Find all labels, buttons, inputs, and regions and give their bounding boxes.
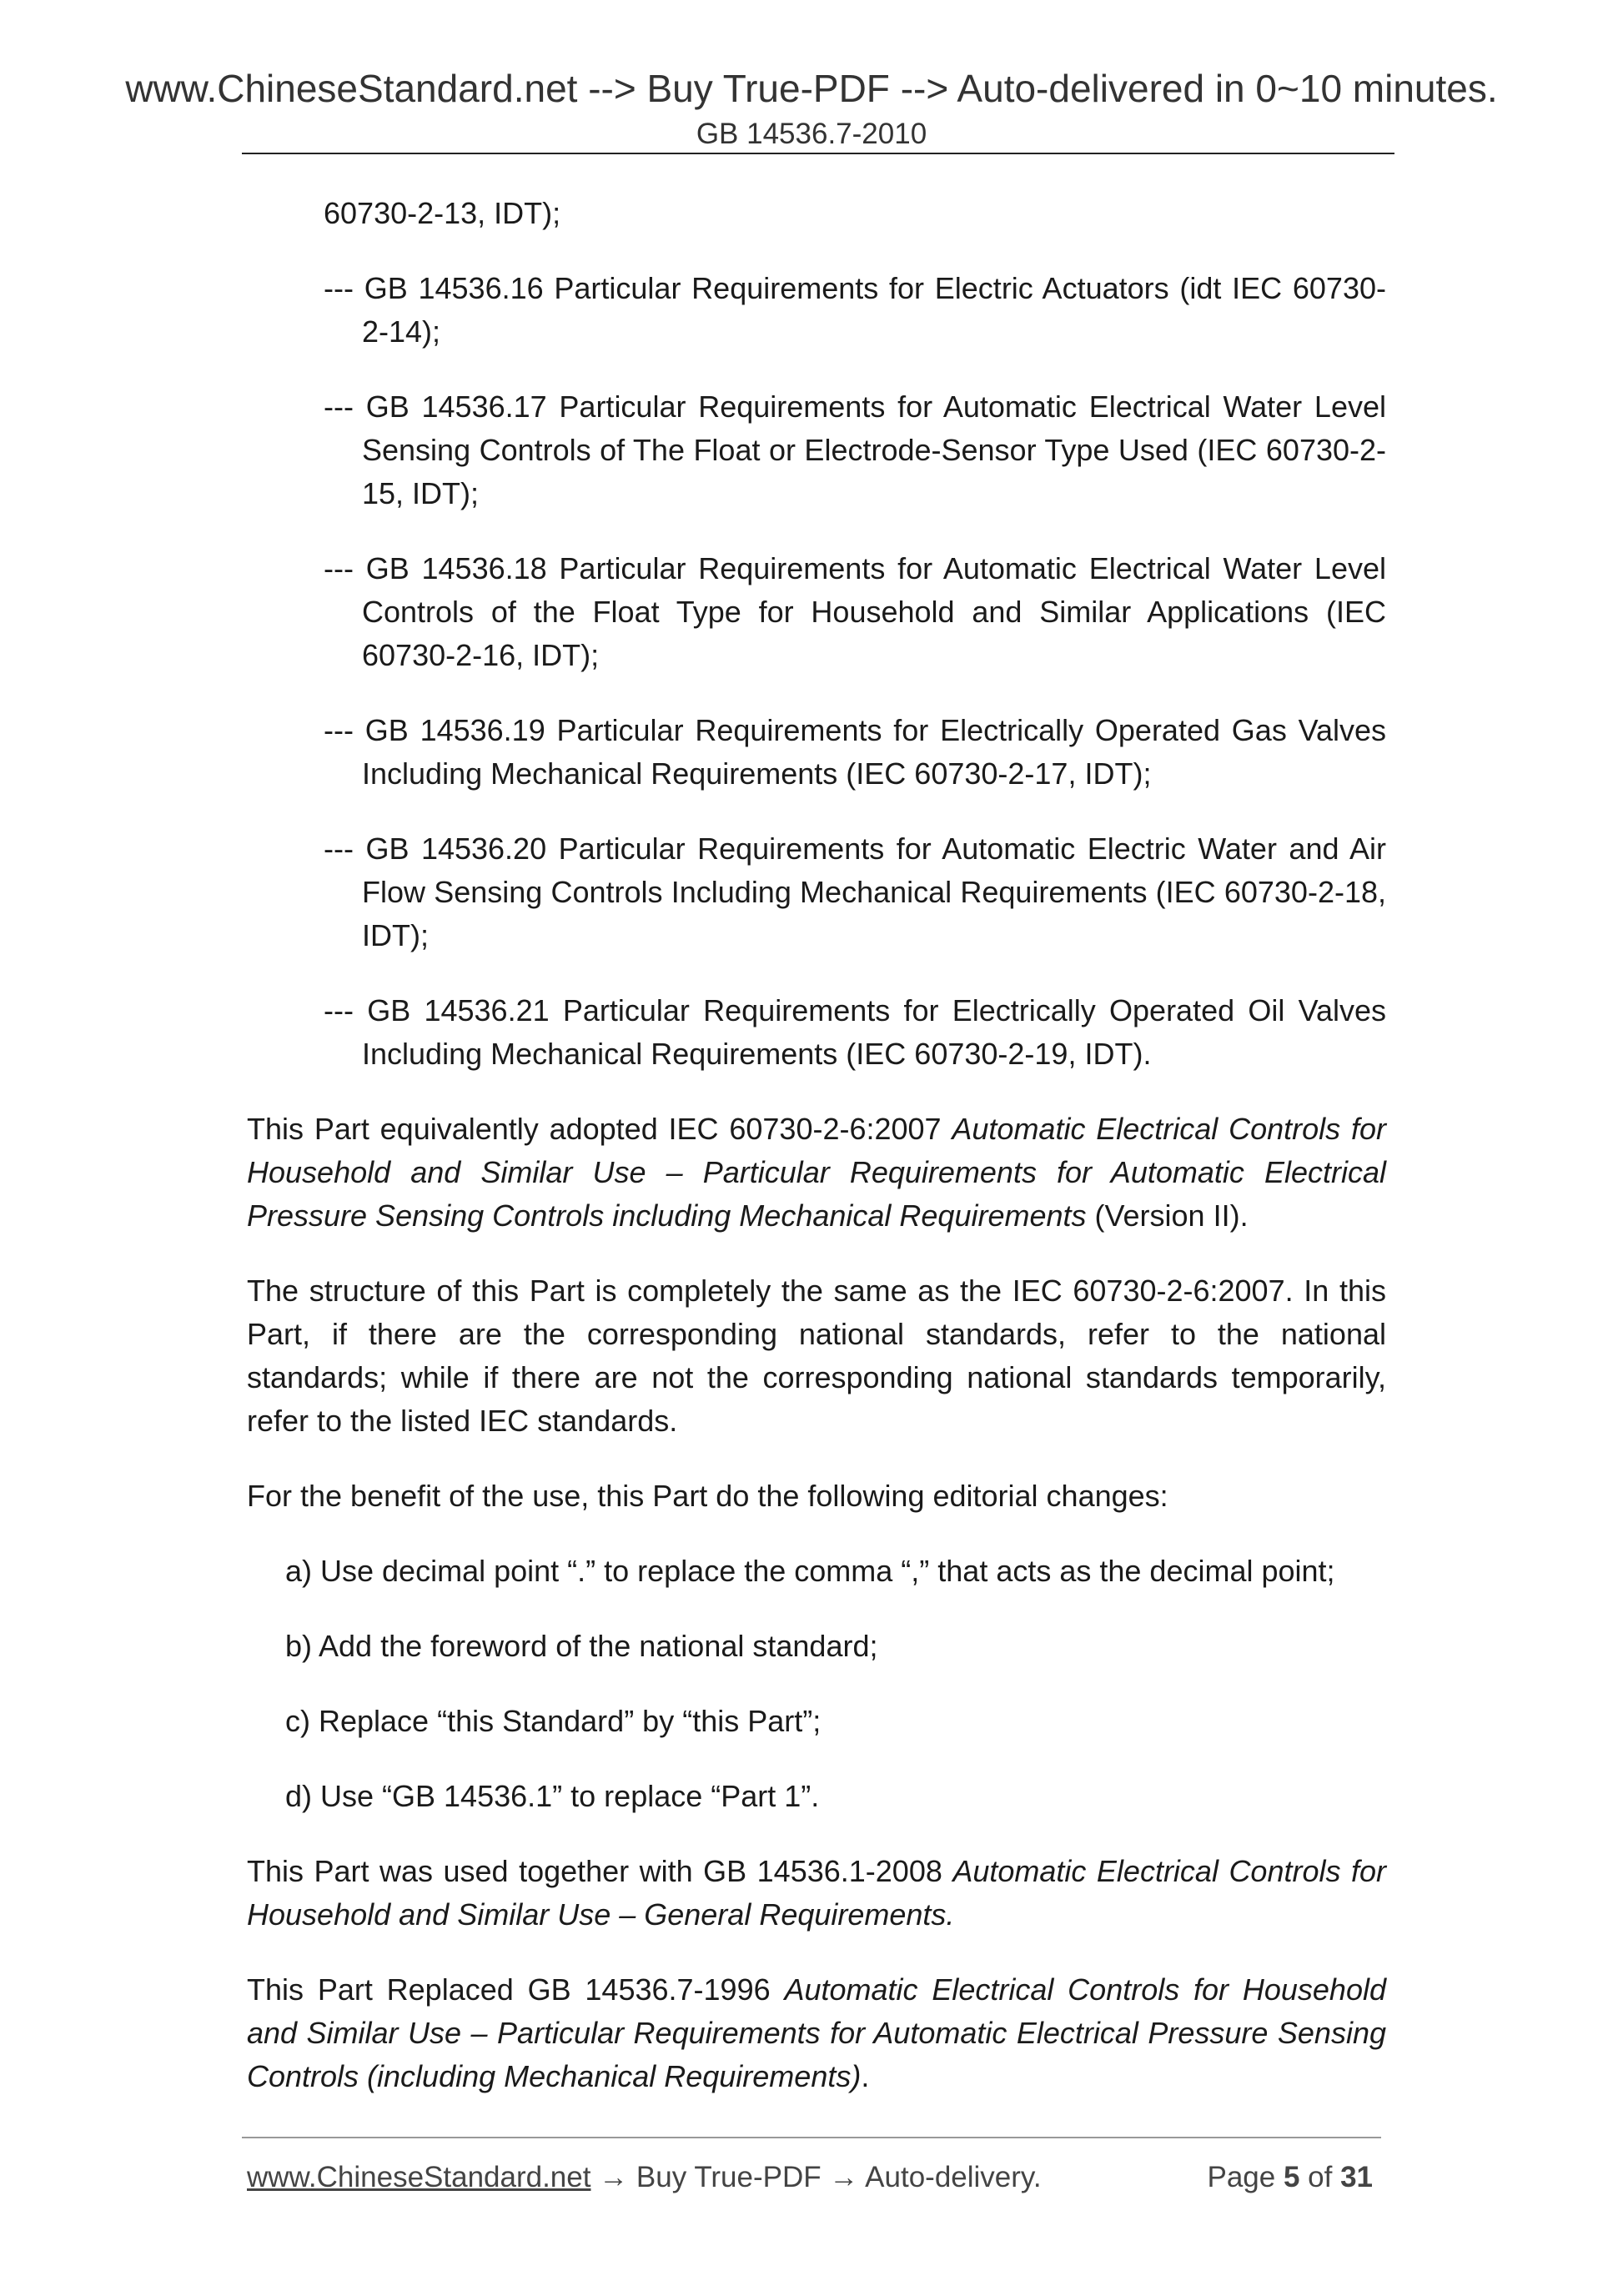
footer-left: [247, 2158, 1042, 2197]
list-item-text: GB 14536.16 Particular Requirements for Electric Actuators (idt IEC 60730-2-14);: [362, 271, 1386, 349]
used-with-title: Automatic Electrical Controls for Household and Similar Use – General Requirements.: [247, 1854, 1386, 1932]
replaced-suffix: .: [861, 2059, 870, 2093]
list-item: [285, 267, 1386, 354]
page-body: [247, 192, 1386, 2130]
footer-divider: [242, 2137, 1381, 2138]
list-dash: ---: [324, 993, 354, 1027]
page-of: of: [1299, 2161, 1341, 2193]
list-item-text: GB 14536.18 Particular Requirements for Automatic Electrical Water Level Controls of the Float Type for Household and Similar Applications (IEC 60730-2-16, IDT);: [362, 551, 1386, 672]
footer-trail: → Buy True-PDF → Auto-delivery.: [590, 2161, 1042, 2193]
list-item-text: GB 14536.21 Particular Requirements for Electrically Operated Oil Valves Including Mechanical Requirements (IEC 60730-2-19, IDT).: [362, 993, 1386, 1071]
header-doc-number: GB 14536.7-2010: [696, 118, 927, 150]
used-with-prefix: This Part was used together with GB 14536.1-2008: [247, 1854, 953, 1888]
list-item: [285, 989, 1386, 1076]
list-dash: ---: [324, 713, 354, 747]
list-dash: ---: [324, 389, 354, 424]
footer-site-link[interactable]: www.ChineseStandard.net: [247, 2161, 591, 2193]
page-label: Page: [1207, 2161, 1284, 2193]
replaced-title: Automatic Electrical Controls for Household and Similar Use – Particular Requirements for Automatic Electrical Pressure Sensing Controls (including Mechanical Requirements): [247, 1972, 1386, 2093]
change-item: a) Use decimal point “.” to replace the comma “,” that acts as the decimal point;: [285, 1554, 1335, 1588]
continuation-line: 60730-2-13, IDT);: [324, 196, 561, 230]
paragraph-used-with: [247, 1850, 1386, 1937]
paragraph-structure: The structure of this Part is completely the same as the IEC 60730-2-6:2007. In this Part, if there are the corresponding national standards, refer to the national standards; while if there are not the corresponding national standards temporarily, refer to the listed IEC standards.: [247, 1274, 1386, 1438]
list-dash: ---: [324, 271, 354, 305]
list-item: [285, 385, 1386, 515]
page-current: 5: [1283, 2161, 1300, 2193]
paragraph-changes-intro: For the benefit of the use, this Part do the following editorial changes:: [247, 1479, 1168, 1513]
list-item-text: GB 14536.17 Particular Requirements for Automatic Electrical Water Level Sensing Controls of The Float or Electrode-Sensor Type Used (IEC 60730-2-15, IDT);: [362, 389, 1386, 510]
change-item: d) Use “GB 14536.1” to replace “Part 1”.: [285, 1779, 820, 1813]
page-total: 31: [1340, 2161, 1373, 2193]
adoption-title: Automatic Electrical Controls for Household and Similar Use – Particular Requirements for Automatic Electrical Pressure Sensing Controls including Mechanical Requirements: [247, 1112, 1386, 1233]
change-item: c) Replace “this Standard” by “this Part”;: [285, 1704, 822, 1738]
header-divider: [242, 153, 1394, 154]
list-item: [285, 709, 1386, 796]
page-footer: [247, 2158, 1381, 2197]
paragraph-adoption: [247, 1108, 1386, 1238]
replaced-prefix: This Part Replaced GB 14536.7-1996: [247, 1972, 785, 2007]
list-item: [285, 827, 1386, 957]
change-item: b) Add the foreword of the national standard;: [285, 1629, 878, 1663]
list-item: [285, 547, 1386, 677]
adoption-prefix: This Part equivalently adopted IEC 60730-2-6:2007: [247, 1112, 952, 1146]
list-dash: ---: [324, 831, 354, 866]
list-dash: ---: [324, 551, 354, 585]
list-item-text: GB 14536.20 Particular Requirements for Automatic Electric Water and Air Flow Sensing Controls Including Mechanical Requirements (IEC 60730-2-18, IDT);: [362, 831, 1386, 952]
header-banner: www.ChineseStandard.net --> Buy True-PDF --> Auto-delivered in 0~10 minutes.: [125, 67, 1498, 110]
page-number: [1207, 2158, 1373, 2197]
paragraph-replaced: [247, 1968, 1386, 2098]
list-item-text: GB 14536.19 Particular Requirements for Electrically Operated Gas Valves Including Mechanical Requirements (IEC 60730-2-17, IDT);: [362, 713, 1386, 791]
adoption-suffix: (Version II).: [1086, 1198, 1249, 1233]
